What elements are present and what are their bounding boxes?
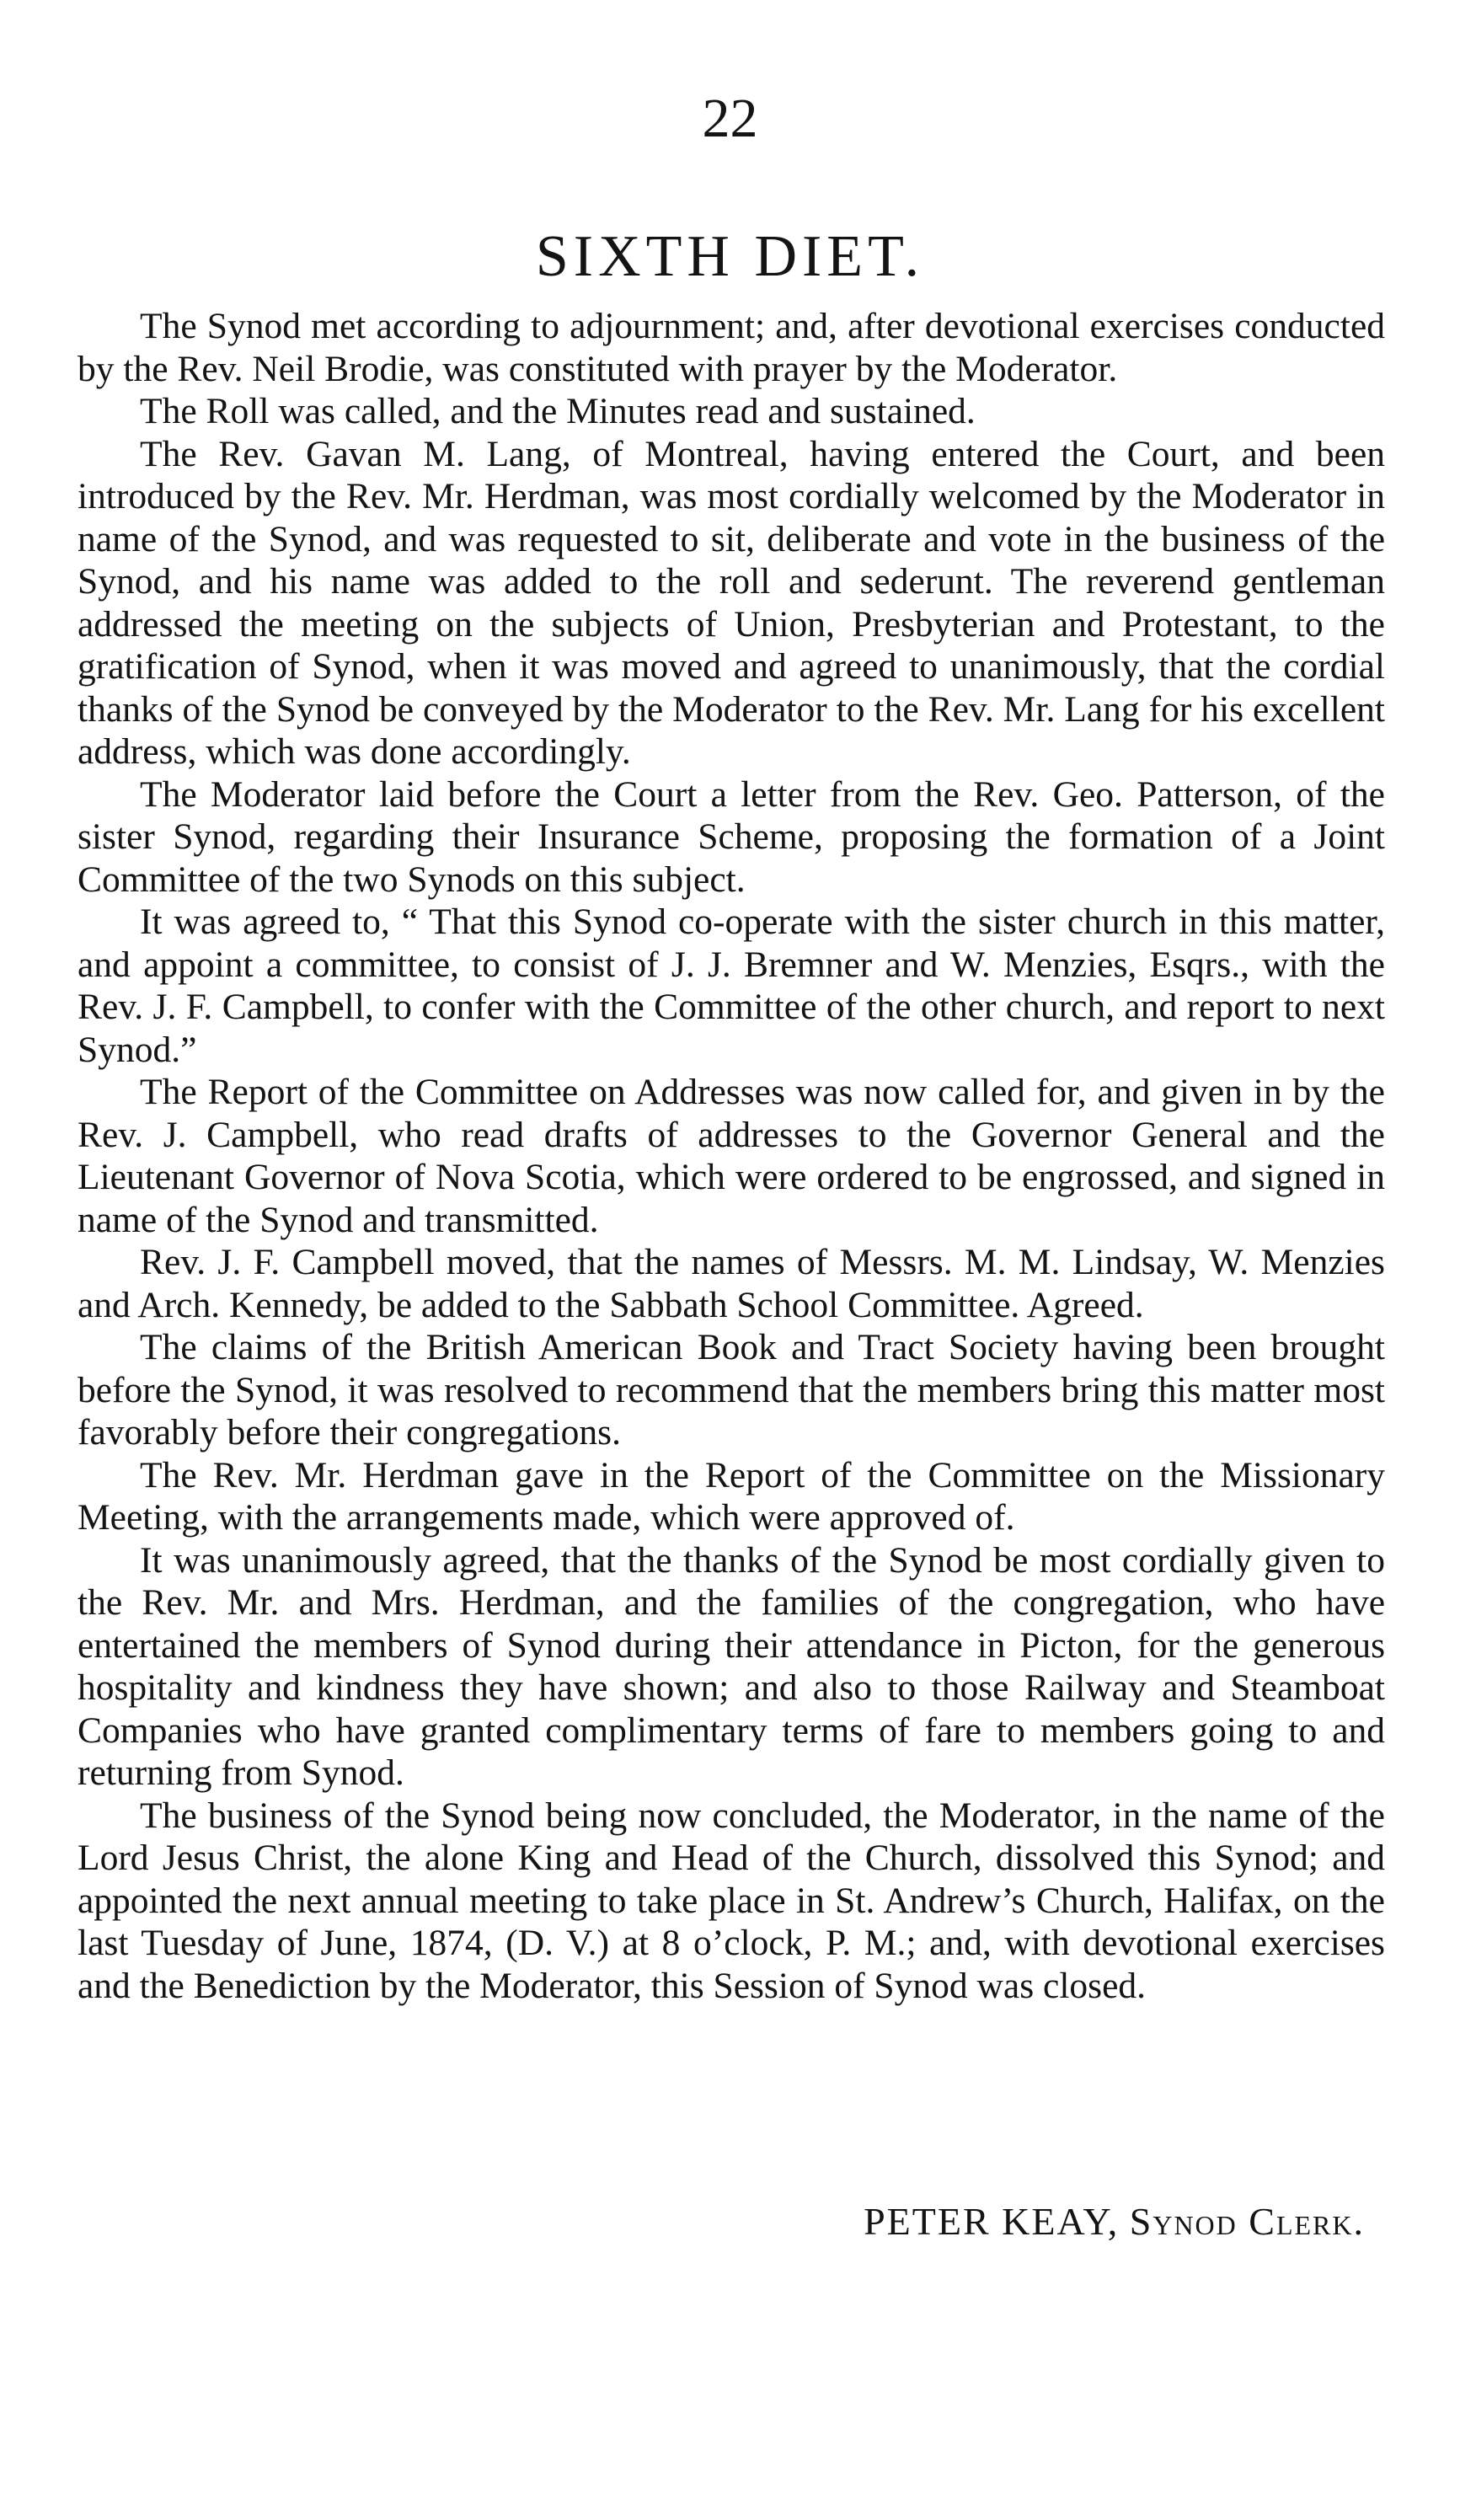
- signatory-title: Synod Clerk.: [1129, 2200, 1365, 2243]
- paragraph: The Roll was called, and the Minutes read and sustained.: [140, 391, 976, 431]
- paragraph: The Rev. Gavan M. Lang, of Montreal, having entered the Court, and been introduced by the Rev. Mr. Herdman, was most cordially welcomed by the Moderator in name of the Synod, and was requested to sit, deliberate and vote in the business of the Synod, and his name was added to the roll and sederunt. The reverend gentleman addressed the meeting on the subjects of Union, Presbyterian and Protestant, to the gratification of Synod, when it was moved and agreed to unanimously, that the cordial thanks of the Synod be conveyed by the Moderator to the Rev. Mr. Lang for his excellent address, which was done accordingly.: [78, 433, 1385, 772]
- paragraph: The Rev. Mr. Herdman gave in the Report of the Committee on the Missionary Meeting, with the arrangements made, which were approved of.: [78, 1454, 1385, 1538]
- paragraph: The Report of the Committee on Addresses was now called for, and given in by the Rev. J. Campbell, who read drafts of addresses to the Governor General and the Lieutenant Governor of Nova Scotia, which were ordered to be engrossed, and signed in name of the Synod and transmitted.: [78, 1072, 1385, 1240]
- body-text: [78, 305, 1385, 2007]
- signature: [775, 2199, 1365, 2244]
- paragraph: It was unanimously agreed, that the thanks of the Synod be most cordially given to the Rev. Mr. and Mrs. Herdman, and the families of the congregation, who have entertained the members of Synod during their attendance in Picton, for the generous hospitality and kindness they have shown; and also to those Railway and Steamboat Companies who have granted complimentary terms of fare to members going to and returning from Synod.: [78, 1539, 1385, 1793]
- paragraph: The Synod met according to adjournment; and, after devotional exercises conducted by the Rev. Neil Brodie, was constituted with prayer by the Moderator.: [78, 306, 1385, 389]
- section-heading: SIXTH DIET.: [535, 224, 925, 289]
- paragraph: The claims of the British American Book and Tract Society having been brought before the Synod, it was resolved to recommend that the members bring this matter most favorably before their congregations.: [78, 1327, 1385, 1453]
- page-number: 22: [702, 88, 758, 149]
- paragraph: It was agreed to, “ That this Synod co-operate with the sister church in this matter, and appoint a committee, to consist of J. J. Bremner and W. Menzies, Esqrs., with the Rev. J. F. Campbell, to confer with the Committee of the other church, and report to next Synod.”: [78, 902, 1385, 1070]
- signatory-name: PETER KEAY,: [864, 2200, 1120, 2243]
- paragraph: Rev. J. F. Campbell moved, that the names of Messrs. M. M. Lindsay, W. Menzies and Arch. Kennedy, be added to the Sabbath School Committee. Agreed.: [78, 1242, 1385, 1325]
- paragraph: The business of the Synod being now concluded, the Moderator, in the name of the Lord Jesus Christ, the alone King and Head of the Church, dissolved this Synod; and appointed the next annual meeting to take place in St. Andrew’s Church, Halifax, on the last Tuesday of June, 1874, (D. V.) at 8 o’clock, P. M.; and, with devotional exercises and the Benediction by the Moderator, this Session of Synod was closed.: [78, 1795, 1385, 2006]
- paragraph: The Moderator laid before the Court a letter from the Rev. Geo. Patterson, of the sister Synod, regarding their Insurance Scheme, proposing the formation of a Joint Committee of the two Synods on this subject.: [78, 773, 1385, 900]
